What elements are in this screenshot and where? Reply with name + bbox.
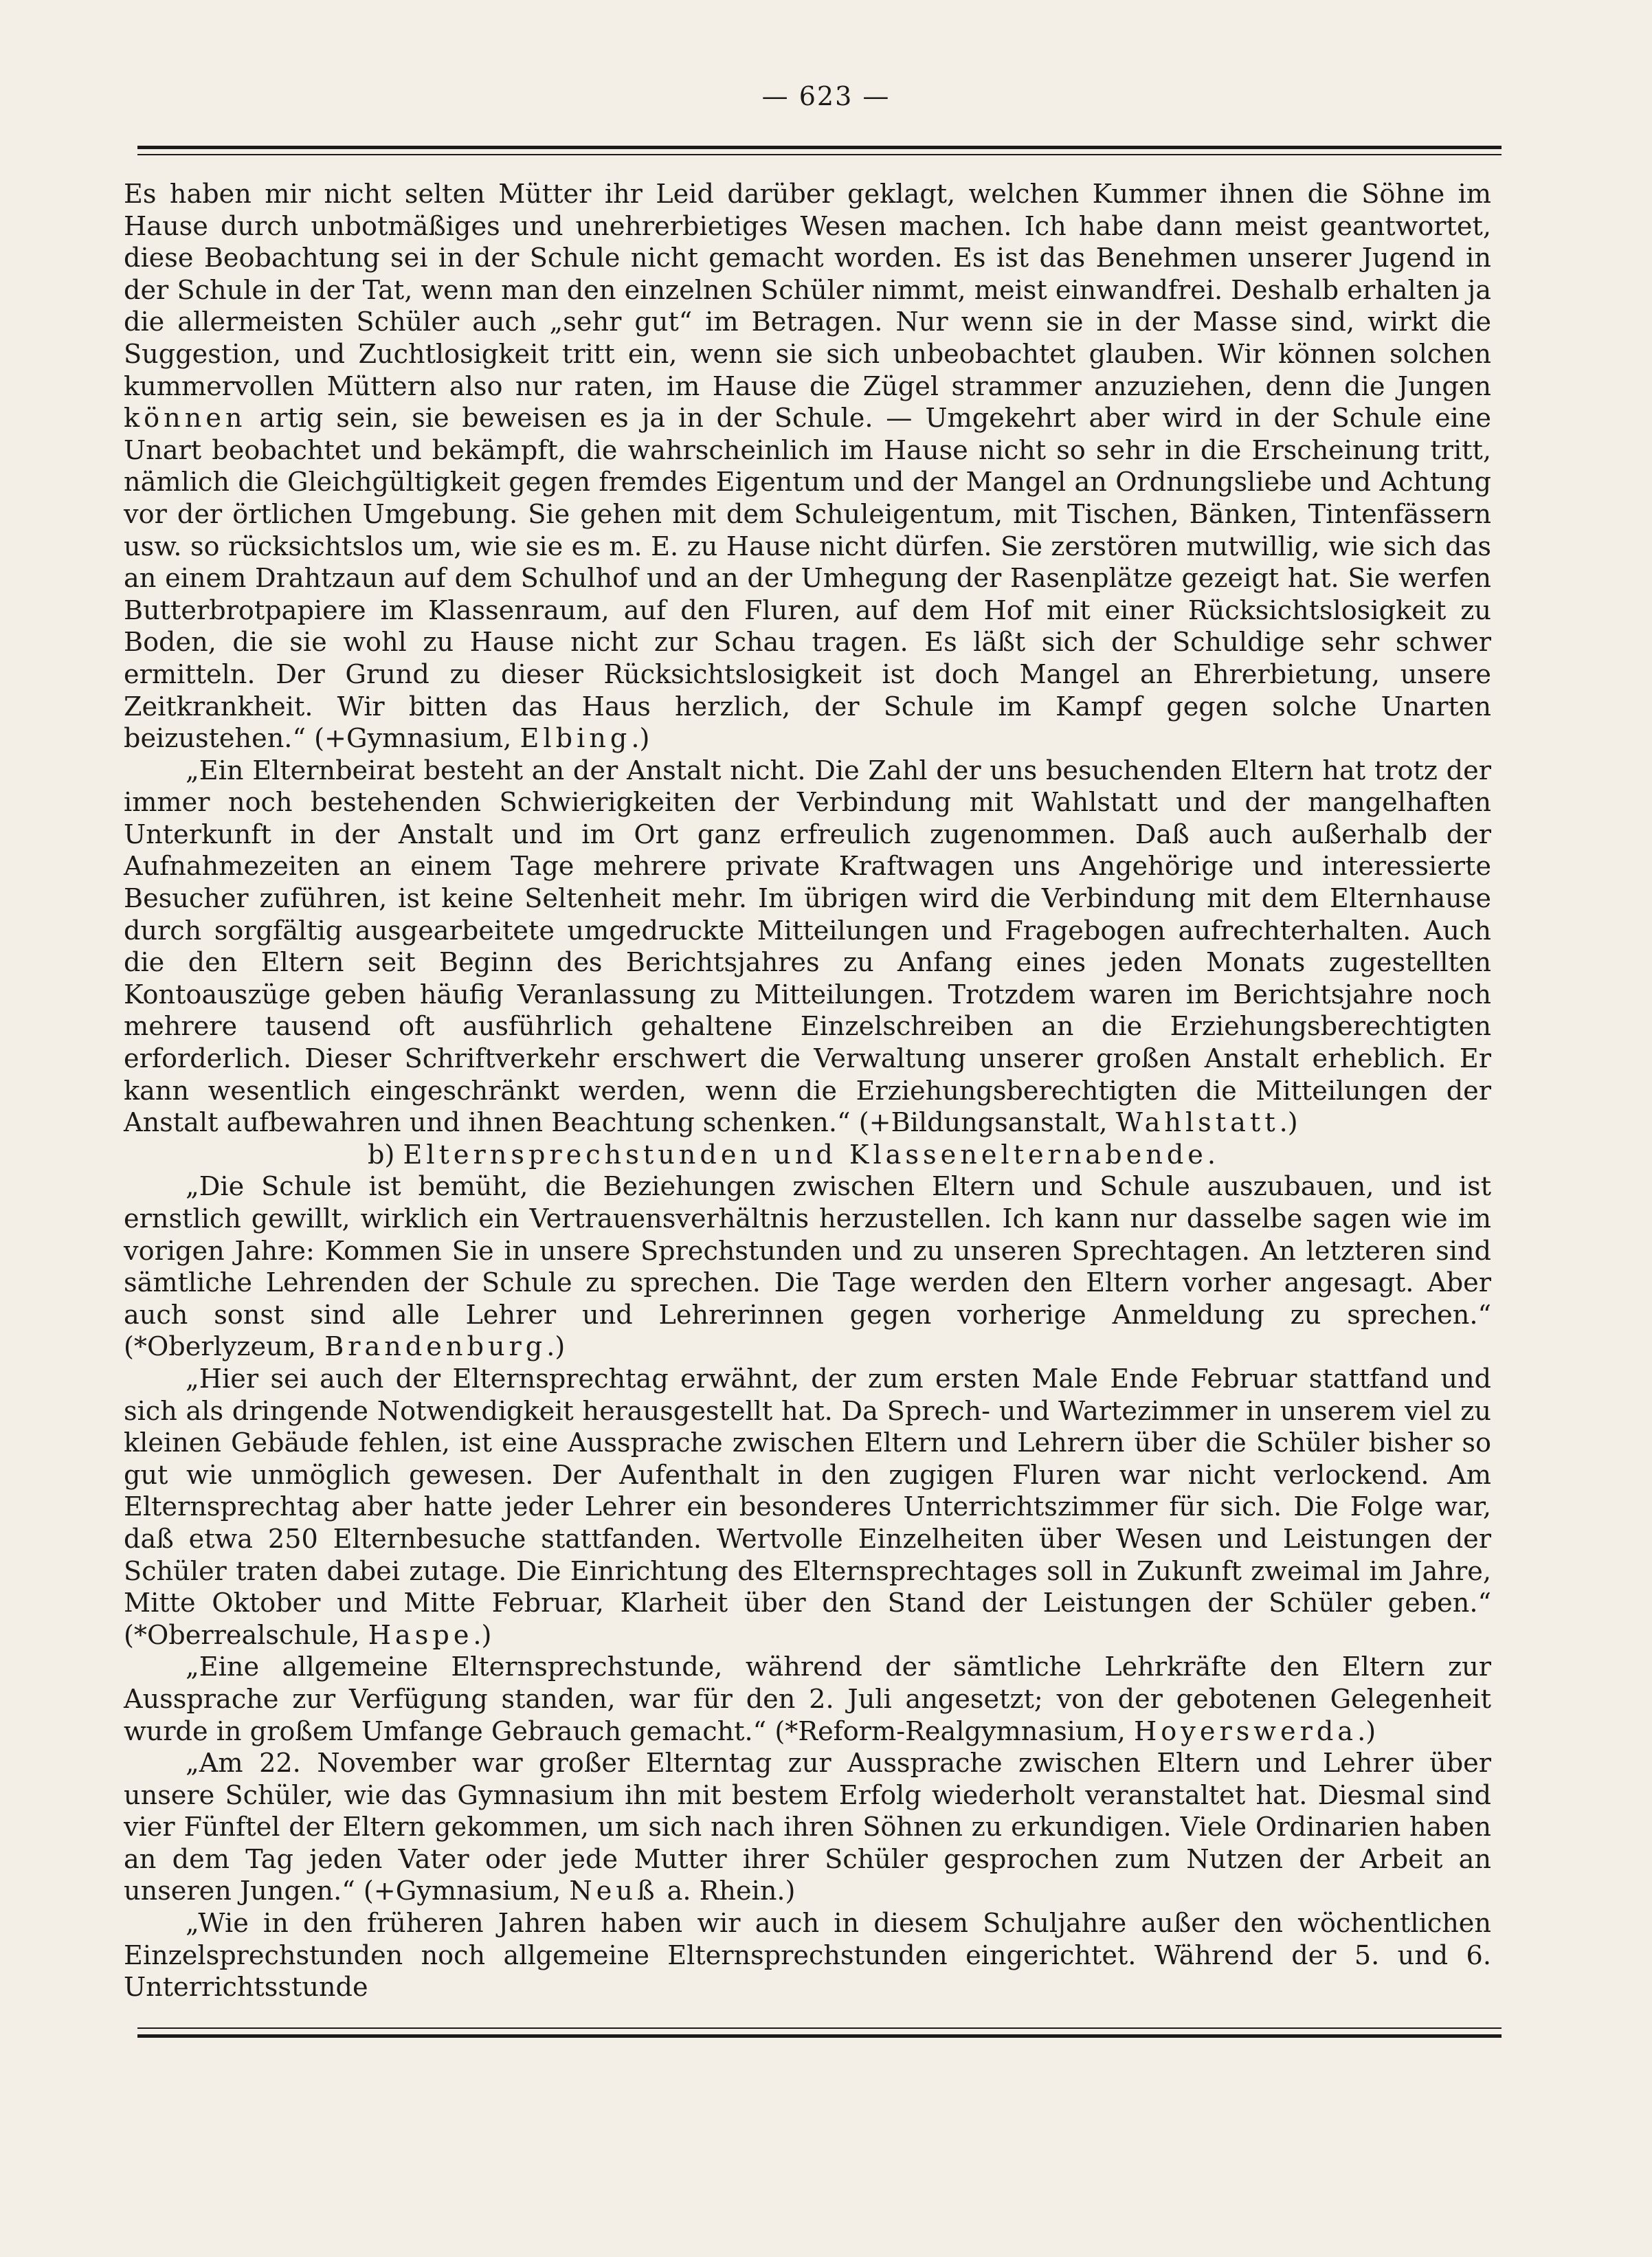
paragraph-haspe: „Hier sei auch der Elternsprechtag erwähnt, der zum ersten Male Ende Februar stattfand und sich als dringende Notwendigkeit herausgestellt hat. Da Sprech- und Wartezimmer in unserem viel zu kleinen Gebäude fehlen, ist eine Aussprache zwischen Eltern und Lehrern über die Schüler bisher so gut wie unmöglich gewesen. Der Aufenthalt in den zugigen Fluren war nicht verlockend. Am Elternsprechtag aber hatte jeder Lehrer ein besonderes Unterrichtszimmer für sich. Die Folge war, daß etwa 250 Elternbesuche stattfanden. Wertvolle Einzelheiten über Wesen und Leistungen der Schüler traten dabei zutage. Die Einrichtung des Elternsprechtages soll in Zukunft zweimal im Jahre, Mitte Oktober und Mitte Februar, Klarheit über den Stand der Leistungen der Schüler geben.“ (*Oberrealschule, Haspe.) (124, 1364, 1491, 1651)
paragraph-neuss: „Am 22. November war großer Elterntag zur Aussprache zwischen Eltern und Lehrer über unsere Schüler, wie das Gymnasium ihn mit bestem Erfolg wiederholt veranstaltet hat. Diesmal sind vier Fünftel der Eltern gekommen, um sich nach ihren Söhnen zu erkundigen. Viele Ordinarien haben an dem Tag jeden Vater oder jede Mutter ihrer Schüler gesprochen zum Nutzen der Arbeit an unseren Jungen.“ (+Gymnasium, Neuß a. Rhein.) (124, 1748, 1491, 1907)
top-rule-thin (137, 154, 1502, 155)
section-heading: b) Elternsprechstunden und Klassenelternabende. (368, 1139, 1220, 1170)
page-number: — 623 — (761, 81, 891, 111)
bottom-rule-thick (137, 2034, 1502, 2038)
source-place: Hoyerswerda (1133, 1716, 1358, 1747)
source-place: Haspe (368, 1620, 473, 1651)
source-place: Brandenburg (324, 1332, 547, 1363)
bottom-rule-thin (137, 2027, 1502, 2029)
source-place: Elbing (520, 724, 632, 755)
paragraph-sprechstunden: „Wie in den früheren Jahren haben wir auch in diesem Schuljahre außer den wöchentlichen Einzelsprechstunden noch allgemeine Elternsprechstunden eingerichtet. Während der 5. und 6. Unterrichtsstunde (124, 1909, 1491, 2003)
body-text (124, 179, 1491, 2004)
paragraph-brandenburg: „Die Schule ist bemüht, die Beziehungen zwischen Eltern und Schule auszubauen, und ist ernstlich gewillt, wirklich ein Vertrauensverhältnis herzustellen. Ich kann nur dasselbe sagen wie im vorigen Jahre: Kommen Sie in unsere Sprechstunden und zu unseren Sprechtagen. An letzteren sind sämtliche Lehrenden der Schule zu sprechen. Die Tage werden den Eltern vorher angesagt. Aber auch sonst sind alle Lehrer und Lehrerinnen gegen vorherige Anmeldung zu sprechen.“ (*Oberlyzeum, Brandenburg.) (124, 1172, 1491, 1363)
source-place: Neuß (569, 1876, 659, 1907)
top-rule-thick (137, 146, 1502, 149)
paragraph-elternbeirat: „Ein Elternbeirat besteht an der Anstalt nicht. Die Zahl der uns besuchenden Eltern hat trotz der immer noch bestehenden Schwierigkeiten der Verbindung mit Wahlstatt und der mangelhaften Unterkunft in der Anstalt und im Ort ganz erfreulich zugenommen. Daß auch außerhalb der Aufnahmezeiten an einem Tage mehrere private Kraftwagen uns Angehörige und interessierte Besucher zuführen, ist keine Seltenheit mehr. Im übrigen wird die Verbindung mit dem Elternhause durch sorgfältig ausgearbeitete umgedruckte Mitteilungen und Fragebogen aufrechterhalten. Auch die den Eltern seit Beginn des Berichtsjahres zu Anfang eines jeden Monats zugestellten Kontoauszüge geben häufig Veranlassung zu Mitteilungen. Trotzdem waren im Berichtsjahre noch mehrere tausend oft ausführlich gehaltene Einzelschreiben an die Erziehungsberechtigten erforderlich. Dieser Schriftverkehr erschwert die Verwaltung unserer großen Anstalt erheblich. Er kann wesentlich eingeschränkt werden, wenn die Erziehungsberechtigten die Mitteilungen der Anstalt aufbewahren und ihnen Beachtung schenken.“ (+Bildungsanstalt, Wahlstatt.) (124, 755, 1491, 1139)
paragraph-mothers-complaint: Es haben mir nicht selten Mütter ihr Leid darüber geklagt, welchen Kummer ihnen die Söhne im Hause durch unbotmäßiges und unehrerbietiges Wesen machen. Ich habe dann meist geantwortet, diese Beobachtung sei in der Schule nicht gemacht worden. Es ist das Benehmen unserer Jugend in der Schule in der Tat, wenn man den einzelnen Schüler nimmt, meist einwandfrei. Deshalb erhalten ja die allermeisten Schüler auch „sehr gut“ im Betragen. Nur wenn sie in der Masse sind, wirkt die Suggestion, und Zuchtlosigkeit tritt ein, wenn sie sich unbeobachtet glauben. Wir können solchen kummervollen Müttern also nur raten, im Hause die Zügel strammer anzuziehen, denn die Jungen können artig sein, sie beweisen es ja in der Schule. — Umgekehrt aber wird in der Schule eine Unart beobachtet und bekämpft, die wahrscheinlich im Hause nicht so sehr in die Erscheinung tritt, nämlich die Gleichgültigkeit gegen fremdes Eigentum und der Mangel an Ordnungsliebe und Achtung vor der örtlichen Umgebung. Sie gehen mit dem Schuleigentum, mit Tischen, Bänken, Tintenfässern usw. so rücksichtslos um, wie sie es m. E. zu Hause nicht dürfen. Sie zerstören mutwillig, wie sich das an einem Drahtzaun auf dem Schulhof und an der Umhegung der Rasenplätze gezeigt hat. Sie werfen Butterbrotpapiere im Klassenraum, auf den Fluren, auf dem Hof mit einer Rücksichtslosigkeit zu Boden, die sie wohl zu Hause nicht zur Schau tragen. Es läßt sich der Schuldige sehr schwer ermitteln. Der Grund zu dieser Rücksichtslosigkeit ist doch Mangel an Ehrerbietung, unsere Zeitkrankheit. Wir bitten das Haus herzlich, der Schule im Kampf gegen solche Unarten beizustehen.“ (+Gymnasium, Elbing.) (124, 179, 1491, 755)
spaced-word: können (124, 403, 247, 434)
paragraph-hoyerswerda: „Eine allgemeine Elternsprechstunde, während der sämtliche Lehrkräfte den Eltern zur Aussprache zur Verfügung standen, war für den 2. Juli angesetzt; von der gebotenen Gelegenheit wurde in großem Umfange Gebrauch gemacht.“ (*Reform-Realgymnasium, Hoyerswerda.) (124, 1652, 1491, 1747)
source-place: Wahlstatt (1115, 1108, 1280, 1139)
